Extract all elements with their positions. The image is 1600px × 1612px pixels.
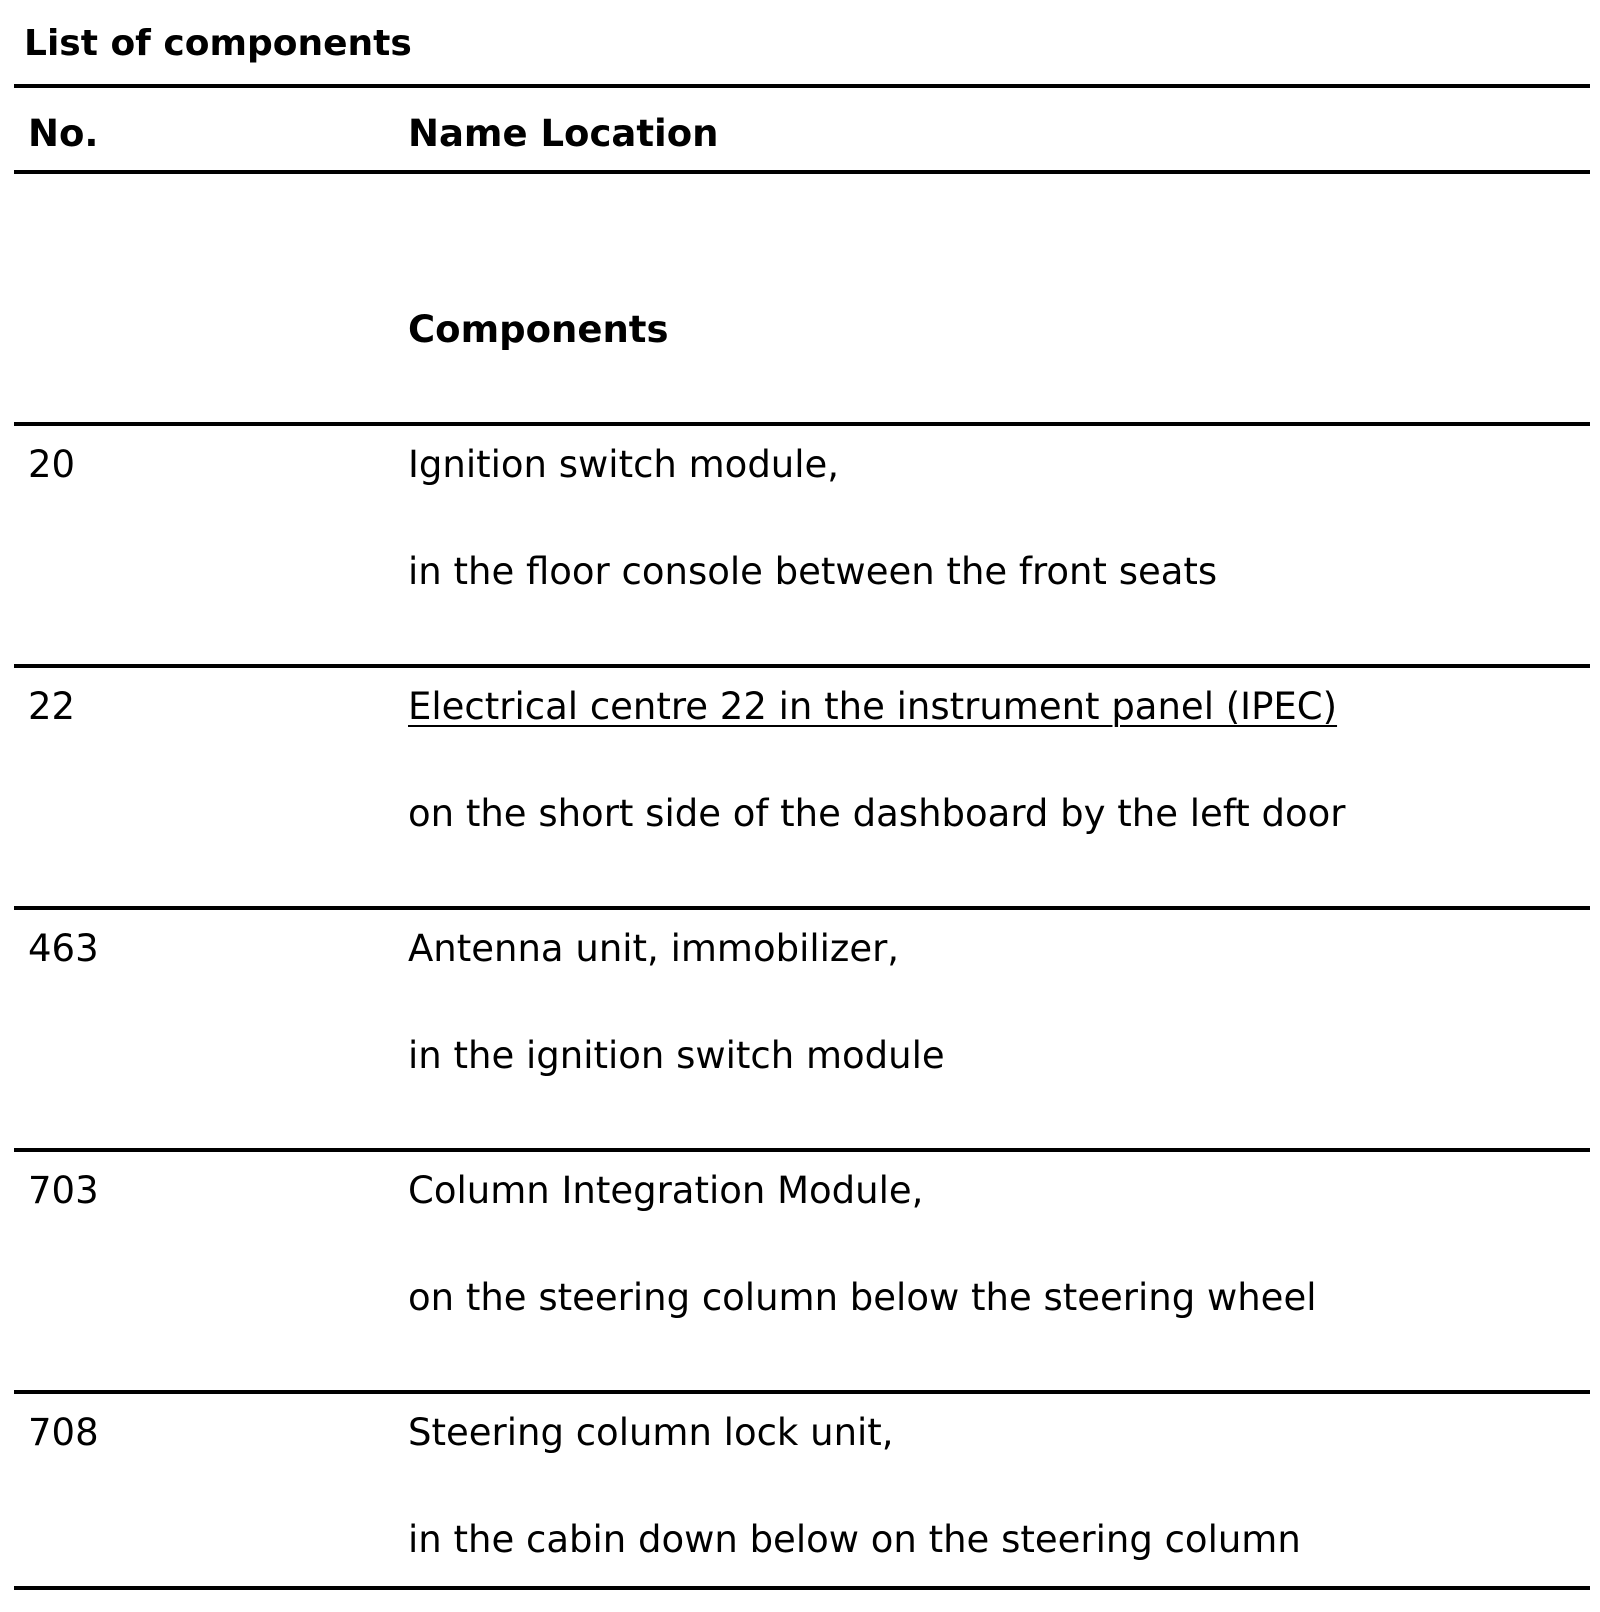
document-title: List of components [24,23,412,64]
section-label: Components [408,308,669,351]
component-location: on the steering column below the steering wheel [408,1276,1317,1319]
table-row-divider [14,1148,1590,1152]
component-name: Column Integration Module, [408,1169,924,1212]
table-row-divider [14,664,1590,668]
component-number: 703 [28,1169,99,1212]
component-location: on the short side of the dashboard by the left door [408,792,1346,835]
component-location: in the floor console between the front seats [408,550,1218,593]
table-row-divider [14,906,1590,910]
header-bottom-rule [14,170,1590,174]
component-name: Ignition switch module, [408,443,840,486]
table-row-divider [14,1390,1590,1394]
table-row-divider [14,422,1590,426]
table-bottom-rule [14,1586,1590,1590]
header-name-location: Name Location [408,112,719,155]
header-no: No. [28,112,99,155]
component-number: 20 [28,443,76,486]
component-name: Steering column lock unit, [408,1411,894,1454]
component-location: in the cabin down below on the steering column [408,1518,1301,1561]
component-location: in the ignition switch module [408,1034,945,1077]
header-top-rule [14,84,1590,88]
component-number: 22 [28,685,76,728]
component-name: Antenna unit, immobilizer, [408,927,900,970]
component-number: 463 [28,927,99,970]
component-name: Electrical centre 22 in the instrument panel (IPEC) [408,685,1338,728]
component-number: 708 [28,1411,99,1454]
